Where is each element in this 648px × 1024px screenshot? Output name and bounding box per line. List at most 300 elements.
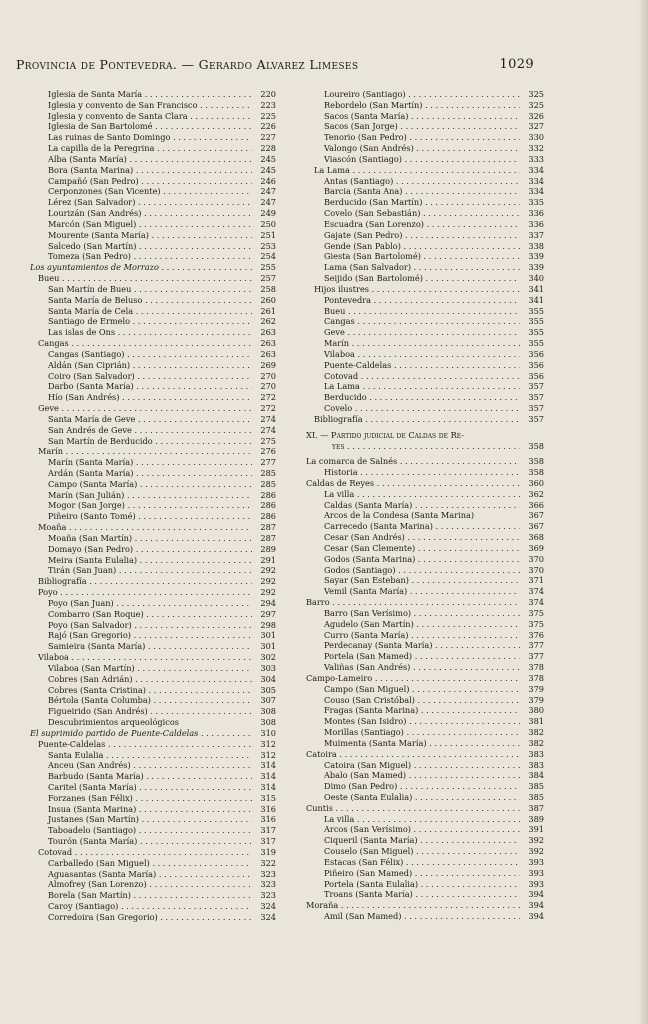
entry-label: Geve . . . [306,327,520,338]
entry-label: Marín (San Julián) . . . [30,490,252,501]
entry-page-number: 285 [260,478,276,489]
index-entry [306,835,544,846]
entry-label: Bibliografía . . . [30,576,252,587]
entry-page-number: 379 [528,683,544,694]
entry-label: Estacas (San Félix) . . . [306,857,520,868]
index-entry [30,371,276,382]
entry-label: Poyo (San Salvador) . . . [30,620,252,631]
entry-page-number: 334 [528,175,544,186]
entry-page-number: 356 [528,370,544,381]
entry-label: Portela (San Mamed) . . . [306,651,520,662]
index-entry [306,597,544,608]
entry-label: Borela (San Martín) . . . [30,890,252,901]
index-entry [30,414,276,425]
entry-label: Los ayuntamientos de Morrazo . . . [30,262,252,273]
entry-page-number: 379 [528,694,544,705]
entry-label: Covelo (San Sebastián) . . . [306,208,520,219]
entry-page-number: 323 [260,868,276,879]
entry-page-number: 316 [260,803,276,814]
entry-label: Campo (San Miguel) . . . [306,684,520,695]
entry-page-number: 336 [528,208,544,219]
entry-page-number: 332 [528,143,544,154]
entry-page-number: 322 [260,857,276,868]
entry-label: Darbo (Santa María) . . . [30,381,252,392]
entry-label: Piñeiro (San Mamed) . . . [306,868,520,879]
index-entry [306,478,544,489]
entry-page-number: 274 [260,413,276,424]
entry-label: Barro (San Verísimo) . . . [306,608,520,619]
entry-page-number: 378 [528,662,544,673]
entry-label: Iglesia de Santa María . . . [30,89,252,100]
index-entry [306,186,544,197]
entry-page-number: 245 [260,164,276,175]
entry-label: Puente-Caldelas . . . [306,360,520,371]
index-entry [306,868,544,879]
entry-page-number: 292 [260,565,276,576]
entry-page-number: 391 [528,824,544,835]
entry-label: El suprimido partido de Puente-Caldelas . . . [30,728,252,739]
entry-page-number: 277 [260,457,276,468]
entry-page-number: 366 [528,499,544,510]
index-entry [30,219,276,230]
index-entry [306,770,544,781]
entry-page-number: 314 [260,782,276,792]
entry-label: Vemil (Santa María) . . . [306,586,520,597]
entry-page-number: 339 [528,251,544,262]
entry-page-number: 371 [528,575,544,586]
entry-label: Combarro (San Roque) . . . [30,609,252,620]
entry-label: XI. — Partido judicial de Caldas de Re- [306,429,464,440]
entry-page-number: 220 [260,89,276,99]
index-entry [30,620,276,631]
entry-page-number: 341 [528,283,544,294]
entry-page-number: 249 [260,208,276,219]
entry-label: La capilla de la Peregrina . . . [30,143,252,154]
entry-label: Oeste (Santa Eulalia) . . . [306,792,520,803]
entry-label: Dimo (San Pedro) . . . [306,781,520,792]
entry-page-number: 261 [260,305,276,316]
entry-label: Barbudo (Santa María) . . . [30,771,252,782]
entry-label: Mourente (Santa María) . . . [30,230,252,241]
index-entry [306,467,544,478]
entry-page-number: 276 [260,446,276,457]
entry-page-number: 263 [260,348,276,359]
index-entry [306,295,544,306]
index-entry [30,273,276,284]
entry-label: Tourón (Santa María) . . . [30,836,252,847]
entry-page-number: 383 [528,759,544,770]
index-entry [30,706,276,717]
entry-label: Lama (San Salvador) . . . [306,262,520,273]
entry-label: Marcón (San Miguel) . . . [30,219,252,230]
entry-page-number: 355 [528,327,544,338]
entry-page-number: 393 [528,867,544,878]
entry-label: Rajó (San Gregorio) . . . [30,630,252,641]
index-entry [30,576,276,587]
entry-label: Puente-Caldelas . . . [30,739,252,750]
entry-label: Muimenta (Santa María) . . . [306,738,520,749]
entry-label: Campo (Santa María) . . . [30,479,252,490]
index-entry [30,598,276,609]
entry-label: Berducido . . . [306,392,520,403]
entry-page-number: 393 [528,856,544,867]
entry-page-number: 253 [260,240,276,251]
index-entry [306,608,544,619]
entry-label: La Lama . . . [306,381,520,392]
index-entry [306,749,544,760]
entry-page-number: 394 [528,889,544,900]
entry-label: Curro (Santa María) . . . [306,630,520,641]
entry-label: Valongo (San Andrés) . . . [306,143,520,154]
index-entry [30,316,276,327]
entry-page-number: 270 [260,370,276,381]
index-entry [30,349,276,360]
entry-label: Bértola (Santa Columba) . . . [30,695,252,706]
entry-label: Ciqueril (Santa María) . . . [306,835,520,846]
entry-label: Valiñas (San Andrés) . . . [306,662,520,673]
entry-label: Lourizán (San Andrés) . . . [30,208,252,219]
entry-label: La comarca de Salnés . . . [306,456,520,467]
index-entry [306,619,544,630]
index-column-right [306,89,544,999]
entry-page-number: 303 [260,662,276,673]
index-entry [306,554,544,565]
index-entry [30,663,276,674]
index-entry [30,814,276,825]
index-entry [30,262,276,273]
entry-label: Cotovad . . . [30,847,252,858]
entry-page-number: 333 [528,153,544,164]
entry-label: Berducido (San Martín) . . . [306,197,520,208]
entry-label: Salcedo (San Martín) . . . [30,241,252,252]
index-entry [306,154,544,165]
entry-page-number: 356 [528,348,544,359]
index-entry [30,674,276,685]
index-entry [306,143,544,154]
entry-label: Descubrimientos arqueológicos [48,717,179,728]
index-entry [306,727,544,738]
entry-label: Cangas . . . [306,316,520,327]
index-entry [306,197,544,208]
entry-page-number: 255 [260,262,276,273]
entry-label: Marín (Santa María) . . . [30,457,252,468]
entry-page-number: 291 [260,554,276,565]
entry-label: Moaña . . . [30,522,252,533]
entry-page-number: 285 [260,467,276,478]
index-entry [306,284,544,295]
entry-label: Ardán (Santa María) . . . [30,468,252,479]
entry-label: Aldán (San Ciprián) . . . [30,360,252,371]
index-entry [306,403,544,414]
index-entry [30,641,276,652]
entry-page-number: 392 [528,835,544,846]
entry-label: Vilaboa . . . [30,652,252,663]
index-entry [30,490,276,501]
entry-label: Godos (Santa Marina) . . . [306,554,520,565]
index-entry [30,771,276,782]
index-entry [306,430,544,441]
entry-page-number: 272 [260,403,276,414]
entry-page-number: 223 [260,99,276,110]
entry-label: Tirán (San Juan) . . . [30,565,252,576]
index-entry [30,717,276,728]
entry-page-number: 334 [528,164,544,175]
entry-page-number: 385 [528,792,544,802]
entry-page-number: 370 [528,553,544,564]
index-entry [306,349,544,360]
entry-label: Las islas de Ons . . . [30,327,252,338]
entry-page-number: 274 [260,424,276,435]
index-entry [306,651,544,662]
entry-page-number: 323 [260,890,276,901]
index-entry [30,436,276,447]
index-entry [306,338,544,349]
entry-page-number: 286 [260,500,276,511]
entry-label: Amil (San Mamed) . . . [306,911,520,922]
index-entry [306,251,544,262]
index-entry [306,695,544,706]
index-entry [306,803,544,814]
entry-page-number: 387 [528,802,544,813]
entry-page-number: 262 [260,316,276,327]
entry-page-number: 286 [260,489,276,500]
index-entry [306,100,544,111]
entry-page-number: 247 [260,197,276,208]
entry-label: Historia . . . [306,467,520,478]
entry-label: Carrecedo (Santa Marina) . . . [306,521,520,532]
index-entry [30,869,276,880]
entry-page-number: 385 [528,781,544,792]
index-entry [306,673,544,684]
entry-page-number: 251 [260,229,276,240]
index-entry [30,425,276,436]
entry-label: Portela (Santa Eulalia) . . . [306,879,520,890]
entry-page-number: 330 [528,132,544,143]
entry-page-number: 375 [528,618,544,629]
index-entry [30,360,276,371]
index-entry [306,176,544,187]
entry-label: Gajate (San Pedro) . . . [306,230,520,241]
entry-page-number: 376 [528,629,544,640]
entry-label: Meira (Santa Eulalia) . . . [30,555,252,566]
index-entry [306,716,544,727]
index-entry [306,306,544,317]
entry-label: Santa María de Geve . . . [30,414,252,425]
entry-page-number: 324 [260,911,276,922]
index-entry [30,847,276,858]
entry-label: Moraña . . . [306,900,520,911]
entry-label: Hío (San Andrés) . . . [30,392,252,403]
entry-page-number: 377 [528,651,544,662]
index-entry [30,381,276,392]
entry-page-number: 227 [260,132,276,143]
entry-label: San Martín de Berducido . . . [30,436,252,447]
index-entry [30,522,276,533]
entry-page-number: 377 [528,640,544,651]
entry-page-number: 325 [528,99,544,110]
entry-label: Figueirido (San Andrés) . . . [30,706,252,717]
entry-label: Bibliografía . . . [306,414,520,425]
index-entry [30,327,276,338]
entry-label: Loureiro (Santiago) . . . [306,89,520,100]
index-entry [306,441,544,452]
entry-page-number: 367 [528,510,544,521]
entry-label: Almofrey (San Lorenzo) . . . [30,879,252,890]
index-entry [30,728,276,739]
entry-label: Samieira (Santa María) . . . [30,641,252,652]
index-entry [306,360,544,371]
index-entry [30,446,276,457]
index-entry [306,132,544,143]
entry-label: Las ruinas de Santo Domingo . . . [30,132,252,143]
index-entry [30,392,276,403]
entry-label: Troans (Santa María) . . . [306,889,520,900]
entry-page-number: 314 [260,760,276,771]
index-entry [30,132,276,143]
index-entry [306,543,544,554]
entry-label: yes . . . [306,441,520,452]
header-title: Provincia de Pontevedra. — Gerardo Alvarez Limeses [16,57,359,72]
entry-page-number: 362 [528,488,544,499]
index-entry [306,911,544,922]
index-entry [30,295,276,306]
entry-label: Iglesia de San Bartolomé . . . [30,121,252,132]
entry-page-number: 369 [528,542,544,553]
entry-label: Poyo . . . [30,587,252,598]
entry-label: Mogor (San Jorge) . . . [30,500,252,511]
entry-label: San Martín de Bueu . . . [30,284,252,295]
entry-page-number: 263 [260,327,276,338]
entry-label: Caritel (Santa María) . . . [30,782,252,793]
entry-label: Pontevedra . . . [306,295,520,306]
entry-page-number: 319 [260,846,276,857]
index-entry [30,565,276,576]
index-entry [306,760,544,771]
entry-page-number: 358 [528,456,544,467]
index-entry [306,889,544,900]
index-entry [30,858,276,869]
index-entry [306,521,544,532]
entry-page-number: 323 [260,879,276,890]
entry-page-number: 355 [528,305,544,316]
index-entry [30,782,276,793]
entry-page-number: 312 [260,738,276,749]
index-entry [306,371,544,382]
entry-label: La villa . . . [306,814,520,825]
entry-page-number: 292 [260,576,276,587]
index-entry [30,825,276,836]
index-entry [306,532,544,543]
index-entry [30,121,276,132]
index-entry [306,879,544,890]
entry-label: Sayar (San Esteban) . . . [306,575,520,586]
index-entry [306,414,544,425]
entry-page-number: 324 [260,901,276,912]
entry-label: Antas (Santiago) . . . [306,176,520,187]
index-entry [306,327,544,338]
index-entry [30,685,276,696]
index-entry [30,176,276,187]
index-entry [306,316,544,327]
index-entry [30,208,276,219]
entry-label: Forzanes (San Félix) . . . [30,793,252,804]
entry-label: Cesar (San Clemente) . . . [306,543,520,554]
index-entry [306,586,544,597]
index-entry [30,165,276,176]
index-entry [30,511,276,522]
entry-label: Alba (Santa María) . . . [30,154,252,165]
entry-label: Covelo . . . [306,403,520,414]
entry-page-number: 246 [260,175,276,186]
index-entry [30,630,276,641]
entry-page-number: 272 [260,392,276,403]
entry-page-number: 382 [528,737,544,748]
index-entry [30,901,276,912]
entry-label: Tomeza (San Pedro) . . . [30,251,252,262]
entry-label: Catoira (San Miguel) . . . [306,760,520,771]
entry-page-number: 382 [528,727,544,738]
entry-page-number: 312 [260,749,276,760]
index-entry [306,575,544,586]
entry-label: Campañó (San Pedro) . . . [30,176,252,187]
index-entry [306,500,544,511]
entry-page-number: 384 [528,770,544,781]
entry-label: Marín . . . [306,338,520,349]
index-entry [30,284,276,295]
entry-page-number: 380 [528,705,544,716]
entry-page-number: 336 [528,218,544,229]
index-entry [30,912,276,923]
entry-label: Seijido (San Bartolomé) . . . [306,273,520,284]
entry-page-number: 338 [528,240,544,251]
entry-label: Catoira . . . [306,749,520,760]
entry-page-number: 305 [260,684,276,695]
entry-label: Santa Eulalia . . . [30,750,252,761]
entry-label: Iglesia y convento de San Francisco . . . [30,100,252,111]
entry-page-number: 301 [260,641,276,652]
entry-label: Caldas (Santa María) . . . [306,500,520,511]
index-entry [306,381,544,392]
index-entry [306,684,544,695]
entry-page-number: 374 [528,586,544,597]
entry-label: Bora (Santa Marina) . . . [30,165,252,176]
entry-label: Cangas . . . [30,338,252,349]
index-entry [306,900,544,911]
entry-page-number: 298 [260,619,276,630]
index-entry [30,890,276,901]
entry-label: Cotovad . . . [306,371,520,382]
entry-label: Gende (San Pablo) . . . [306,241,520,252]
entry-page-number: 310 [260,727,276,738]
entry-label: Cangas (Santiago) . . . [30,349,252,360]
entry-page-number: 357 [528,413,544,424]
index-entry [306,219,544,230]
entry-page-number: 247 [260,186,276,197]
entry-page-number: 254 [260,251,276,262]
index-entry [306,781,544,792]
index-entry [30,804,276,815]
entry-label: Cesar (San Andrés) . . . [306,532,520,543]
index-entry [30,100,276,111]
index-entry [306,165,544,176]
entry-page-number: 340 [528,273,544,284]
entry-label: Perdecanay (Santa María) . . . [306,640,520,651]
entry-page-number: 308 [260,717,276,728]
entry-page-number: 325 [528,89,544,99]
index-entry [306,640,544,651]
entry-label: Moaña (San Martín) . . . [30,533,252,544]
index-entry [30,338,276,349]
